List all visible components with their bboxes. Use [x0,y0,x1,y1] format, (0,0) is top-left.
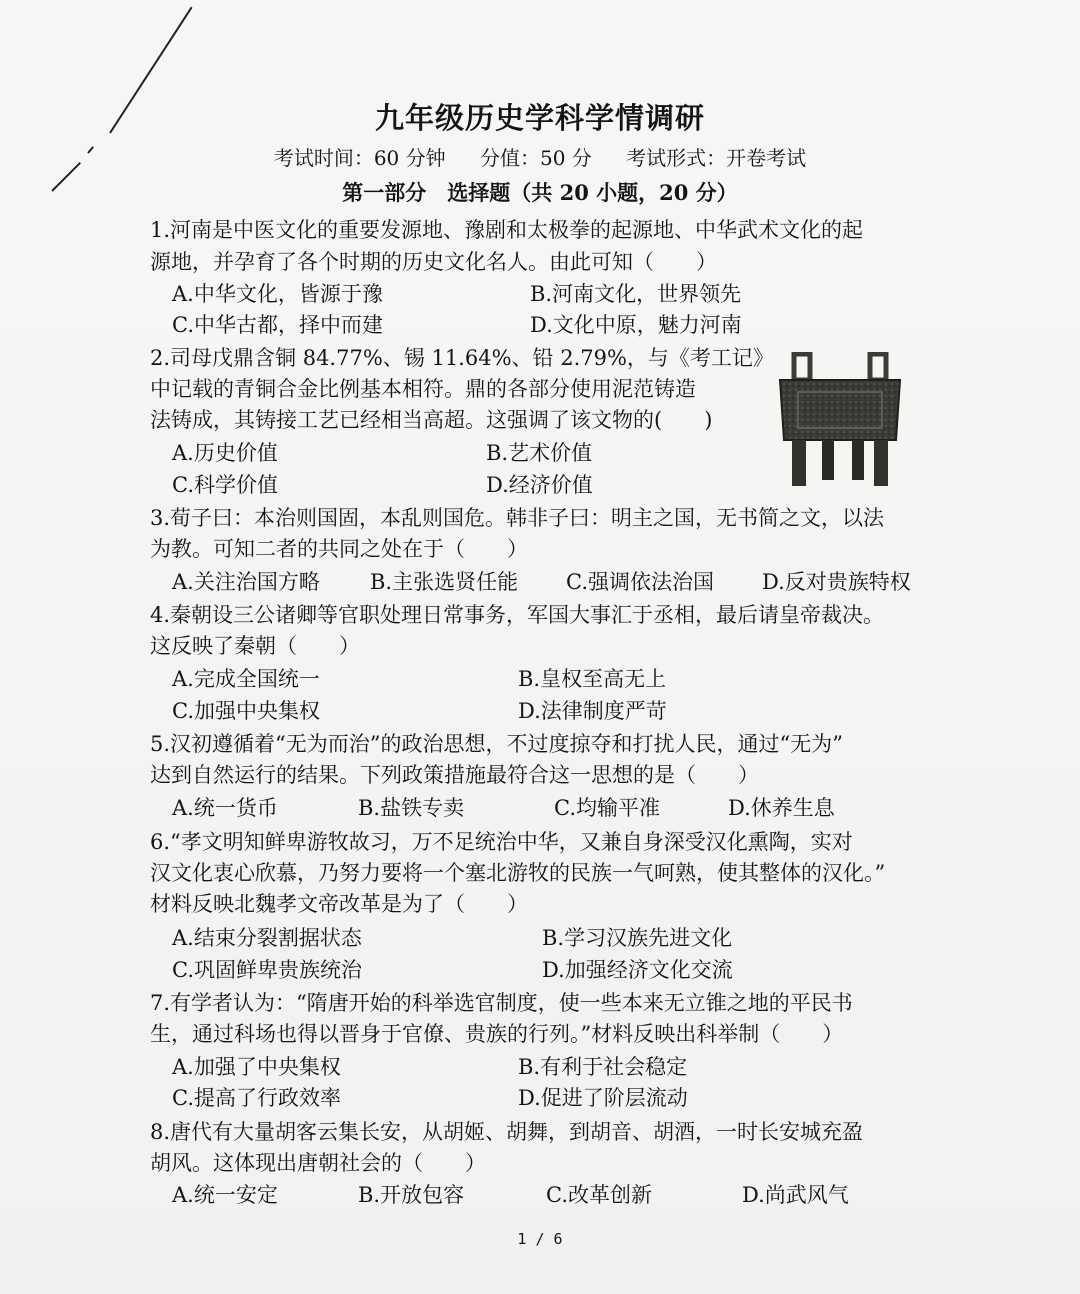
question-1-option-b: B.河南文化，世界领先 [530,282,742,306]
question-8-option-a: A.统一安定 [172,1183,278,1207]
question-8-line-1: 8.唐代有大量胡客云集长安，从胡姬、胡舞，到胡音、胡酒，一时长安城充盈 [150,1120,864,1144]
question-4-line-1: 4.秦朝设三公诸卿等官职处理日常事务，军国大事汇于丞相，最后请皇帝裁决。 [150,603,885,627]
exam-title: 九年级历史学科学情调研 [374,101,705,135]
question-1-option-a: A.中华文化，皆源于豫 [172,282,383,306]
question-8-line-2: 胡风。这体现出唐朝社会的（ ） [150,1151,486,1175]
question-8-option-b: B.开放包容 [358,1183,465,1207]
question-7-line-1: 7.有学者认为：“隋唐开始的科举选官制度，使一些本来无立锥之地的平民书 [150,991,853,1015]
question-5-line-1: 5.汉初遵循着“无为而治”的政治思想，不过度掠夺和打扰人民，通过“无为” [150,732,843,756]
question-3-line-1: 3.荀子曰：本治则国固，本乱则国危。韩非子曰：明主之国，无书简之文，以法 [150,506,885,530]
question-2-line-1: 2.司母戊鼎含铜 84.77%、锡 11.64%、铅 2.79%，与《考工记》 [150,346,774,370]
question-8-option-d: D.尚武风气 [742,1183,849,1207]
question-4-option-c: C.加强中央集权 [172,699,320,723]
question-1-option-c: C.中华古都，择中而建 [172,313,383,337]
question-3-option-d: D.反对贵族特权 [762,570,911,594]
question-4-option-d: D.法律制度严苛 [518,699,667,723]
question-7-option-c: C.提高了行政效率 [172,1086,341,1110]
exam-time: 考试时间：60 分钟 [273,146,446,170]
exam-score: 分值：50 分 [480,146,592,170]
bronze-ding-image [776,352,904,490]
question-4-option-b: B.皇权至高无上 [518,667,667,691]
question-6-option-d: D.加强经济文化交流 [542,958,733,982]
question-5-option-a: A.统一货币 [172,796,278,820]
question-6-option-a: A.结束分裂割据状态 [172,926,362,950]
question-3-option-a: A.关注治国方略 [172,570,320,594]
question-4-option-a: A.完成全国统一 [172,667,320,691]
question-6-line-1: 6.“孝文明知鲜卑游牧故习，万不足统治中华，又兼自身深受汉化熏陶，实对 [150,830,853,854]
question-6-option-c: C.巩固鲜卑贵族统治 [172,958,362,982]
question-5-line-2: 达到自然运行的结果。下列政策措施最符合这一思想的是（ ） [150,763,759,787]
question-8-option-c: C.改革创新 [546,1183,652,1207]
page-number: 1 / 6 [517,1230,563,1248]
question-2-option-c: C.科学价值 [172,473,278,497]
question-3-line-2: 为教。可知二者的共同之处在于（ ） [150,537,528,561]
question-2-option-d: D.经济价值 [486,473,593,497]
question-1-line-1: 1.河南是中医文化的重要发源地、豫剧和太极拳的起源地、中华武术文化的起 [150,218,864,242]
question-1-option-d: D.文化中原，魅力河南 [530,313,742,337]
question-6-line-2: 汉文化衷心欣慕，乃努力要将一个塞北游牧的民族一气呵熟，使其整体的汉化。” [150,861,886,885]
question-6-option-b: B.学习汉族先进文化 [542,926,733,950]
question-7-option-d: D.促进了阶层流动 [518,1086,688,1110]
question-5-option-c: C.均输平准 [554,796,660,820]
question-7-line-2: 生，通过科场也得以晋身于官僚、贵族的行列。”材料反映出科举制（ ） [150,1022,844,1046]
question-3-option-b: B.主张选贤任能 [370,570,519,594]
question-7-option-b: B.有利于社会稳定 [518,1055,688,1079]
question-7-option-a: A.加强了中央集权 [172,1055,341,1079]
question-5-option-d: D.休养生息 [728,796,835,820]
question-2-option-b: B.艺术价值 [486,441,593,465]
question-2-option-a: A.历史价值 [172,441,278,465]
exam-form: 考试形式：开卷考试 [626,146,807,170]
question-4-line-2: 这反映了秦朝（ ） [150,634,360,658]
question-5-option-b: B.盐铁专卖 [358,796,465,820]
exam-info [0,142,1080,171]
question-3-option-c: C.强调依法治国 [566,570,714,594]
question-2-line-2: 中记载的青铜合金比例基本相符。鼎的各部分使用泥范铸造 [150,377,696,401]
section-heading: 第一部分 选择题（共 20 小题，20 分） [342,180,738,205]
question-2-line-3: 法铸成，其铸接工艺已经相当高超。这强调了该文物的( ) [150,408,713,432]
question-6-line-3: 材料反映北魏孝文帝改革是为了（ ） [150,892,528,916]
question-1-line-2: 源地，并孕育了各个时期的历史文化名人。由此可知（ ） [150,250,717,274]
